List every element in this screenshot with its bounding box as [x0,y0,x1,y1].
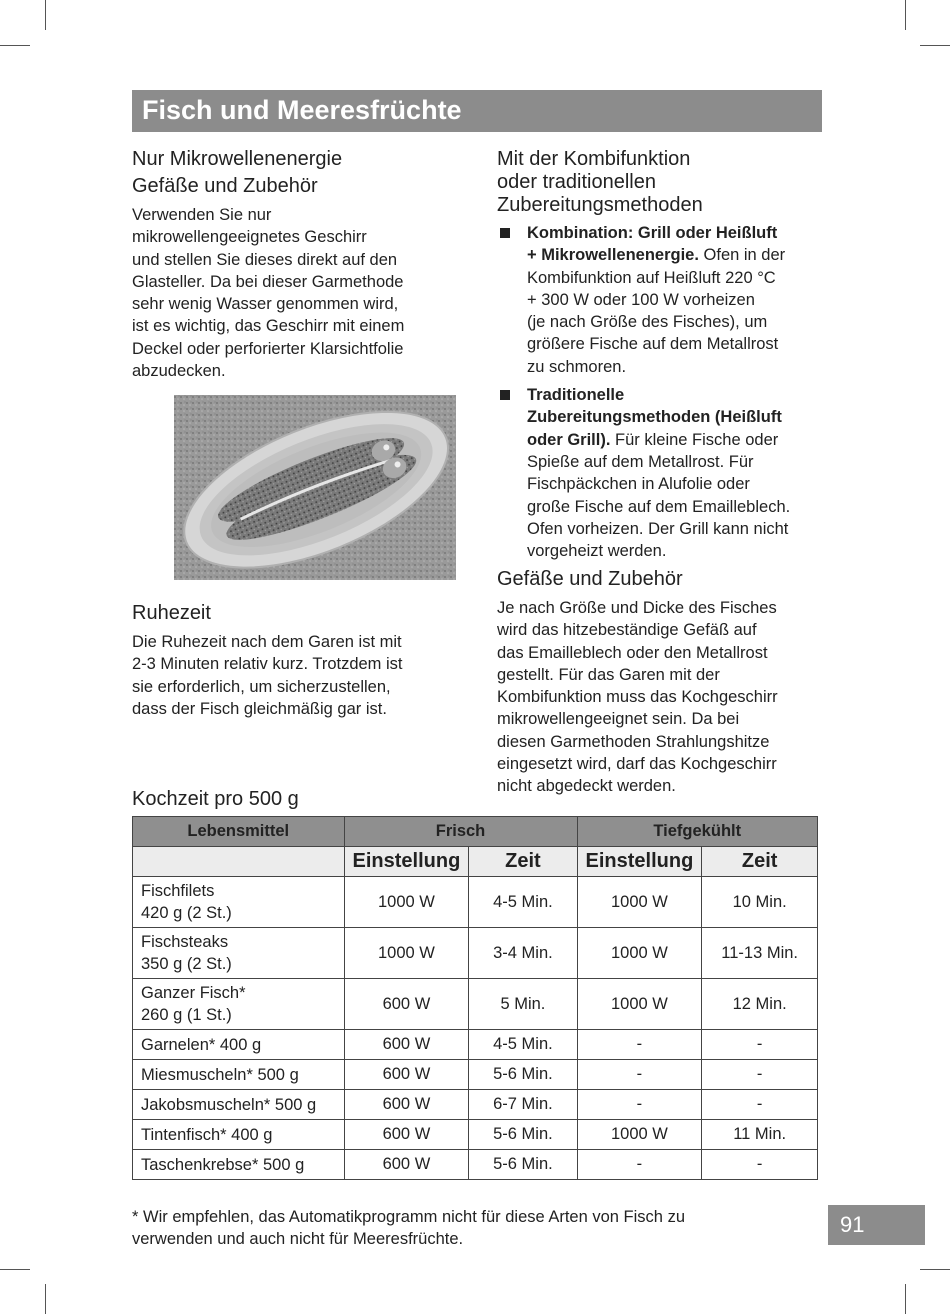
heading-line: Nur Mikrowellenenergie [132,148,343,170]
ruhezeit-text [132,631,462,720]
section-heading-microwave [132,148,462,198]
table-title: Kochzeit pro 500 g [132,788,299,810]
food-cell [133,928,345,979]
cell: 10 Min. [702,877,818,928]
text-line: Fischpäckchen in Alufolie oder [527,475,750,494]
cell: 3-4 Min. [469,928,577,979]
table-row [133,1150,818,1180]
bullet-list [497,222,822,568]
text-line: mikrowellengeeignetes Geschirr [132,228,367,247]
text-line: Kombifunktion auf Heißluft 220 °C [527,268,776,287]
crop-mark [0,45,30,46]
text-line: + 300 W oder 100 W vorheizen [527,290,755,309]
section-heading-vessels: Gefäße und Zubehör [497,568,683,590]
bold-text: Zubereitungsmethoden (Heißluft [527,408,782,427]
crop-mark [45,1284,46,1314]
cell: 5-6 Min. [469,1120,577,1150]
table-row [133,1120,818,1150]
column-header: Zeit [702,847,818,877]
text-line: Die Ruhezeit nach dem Garen ist mit [132,633,402,651]
column-header: Frisch [344,817,577,847]
bold-text: Kombination: Grill oder Heißluft [527,224,778,242]
page-title: Fisch und Meeresfrüchte [132,90,822,132]
footnote-line: * Wir empfehlen, das Automatikprogramm nicht für diese Arten von Fisch zu [132,1208,685,1226]
text-line: zu schmoren. [527,357,627,376]
cell: 1000 W [577,979,702,1030]
bullet-square-icon [500,390,510,400]
bullet-item-traditional [497,384,822,562]
crop-mark [45,0,46,30]
heading-line: Zubereitungsmethoden [497,194,703,216]
table-row [133,1030,818,1060]
cooking-time-table [132,816,818,1180]
bold-text: oder Grill). [527,430,611,449]
column-header: Lebensmittel [133,817,345,847]
cell: 4-5 Min. [469,877,577,928]
column-header: Zeit [469,847,577,877]
crop-mark [920,1269,950,1270]
text-line: vorgeheizt werden. [527,542,667,561]
text-line: und stellen Sie dieses direkt auf den [132,250,398,269]
cell: - [702,1030,818,1060]
table-row [133,979,818,1030]
page-number: 91 [828,1205,925,1245]
food-cell: Miesmuscheln* 500 g [133,1060,345,1090]
food-amount: 420 g (2 St.) [141,904,232,922]
food-name: Ganzer Fisch* [141,984,246,1002]
food-cell: Tintenfisch* 400 g [133,1120,345,1150]
bold-text: Traditionelle [527,386,625,405]
cell: 5-6 Min. [469,1060,577,1090]
cell: - [702,1090,818,1120]
cell: 11-13 Min. [702,928,818,979]
heading-line: Gefäße und Zubehör [132,175,318,197]
cell: 11 Min. [702,1120,818,1150]
footnote [132,1206,822,1251]
table-subheader-row [133,847,818,877]
text-line: nicht abgedeckt werden. [497,777,676,796]
text-line: sie erforderlich, um sicherzustellen, [132,677,391,696]
cell: - [577,1030,702,1060]
crop-mark [905,0,906,30]
text-line: Ofen vorheizen. Der Grill kann nicht [527,519,789,538]
text-line: sehr wenig Wasser genommen wird, [132,295,399,314]
text-line: (je nach Größe des Fisches), um [527,313,768,332]
text-line: Kombifunktion muss das Kochgeschirr [497,688,778,707]
cell: 600 W [344,1060,469,1090]
text-line: Je nach Größe und Dicke des Fisches [497,599,777,617]
text-line: Verwenden Sie nur [132,206,272,224]
cell: 1000 W [344,928,469,979]
text-span: Für kleine Fische oder [610,430,779,449]
text-line: wird das hitzebeständige Gefäß auf [497,621,757,640]
food-cell [133,979,345,1030]
table-row [133,877,818,928]
section-text-microwave [132,204,462,382]
column-header [133,847,345,877]
bullet-square-icon [500,228,510,238]
cell: 5 Min. [469,979,577,1030]
heading-line: oder traditionellen [497,171,656,193]
crop-mark [0,1269,30,1270]
cell: - [702,1060,818,1090]
food-name: Fischsteaks [141,933,229,951]
text-line: eingesetzt wird, darf das Kochgeschirr [497,755,777,774]
footnote-line: verwenden und auch nicht für Meeresfrüchte. [132,1230,464,1249]
section-heading-combi [497,148,822,217]
text-line: mikrowellengeeignet sein. Da bei [497,710,740,729]
text-line: Spieße auf dem Metallrost. Für [527,452,754,471]
ruhezeit-heading: Ruhezeit [132,602,211,624]
cell: 600 W [344,1150,469,1180]
cell: 12 Min. [702,979,818,1030]
table-row [133,1090,818,1120]
text-line: größere Fische auf dem Metallrost [527,335,779,354]
cell: - [577,1060,702,1090]
cell: 600 W [344,1030,469,1060]
table-header-row [133,817,818,847]
text-line: 2-3 Minuten relativ kurz. Trotzdem ist [132,655,403,674]
text-line: dass der Fisch gleichmäßig gar ist. [132,699,387,718]
cell: - [702,1150,818,1180]
cell: 1000 W [577,1120,702,1150]
section-text-vessels [497,597,822,798]
cell: 5-6 Min. [469,1150,577,1180]
cell: 1000 W [344,877,469,928]
table-row [133,1060,818,1090]
column-header: Tiefgekühlt [577,817,817,847]
bold-text: + Mikrowellenenergie. [527,246,699,265]
food-cell: Jakobsmuscheln* 500 g [133,1090,345,1120]
text-line: Glasteller. Da bei dieser Garmethode [132,272,404,291]
cell: - [577,1150,702,1180]
cell: 1000 W [577,877,702,928]
cell: 600 W [344,1090,469,1120]
cell: - [577,1090,702,1120]
text-line: diesen Garmethoden Strahlungshitze [497,732,770,751]
food-cell [133,877,345,928]
table-row [133,928,818,979]
food-amount: 260 g (1 St.) [141,1006,232,1024]
text-span: Ofen in der [698,246,786,265]
column-header: Einstellung [344,847,469,877]
food-cell: Garnelen* 400 g [133,1030,345,1060]
crop-mark [920,45,950,46]
cell: 600 W [344,979,469,1030]
text-line: gestellt. Für das Garen mit der [497,665,720,684]
cell: 600 W [344,1120,469,1150]
bullet-item-combination [497,222,822,378]
crop-mark [905,1284,906,1314]
food-amount: 350 g (2 St.) [141,955,232,973]
text-line: große Fische auf dem Emailleblech. [527,497,791,516]
cell: 4-5 Min. [469,1030,577,1060]
column-header: Einstellung [577,847,702,877]
text-line: das Emailleblech oder den Metallrost [497,643,768,662]
food-cell: Taschenkrebse* 500 g [133,1150,345,1180]
fish-photo [174,395,456,580]
text-line: abzudecken. [132,362,226,381]
text-line: Deckel oder perforierter Klarsichtfolie [132,339,404,358]
food-name: Fischfilets [141,882,215,900]
heading-line: Mit der Kombifunktion [497,148,691,170]
cell: 1000 W [577,928,702,979]
text-line: ist es wichtig, das Geschirr mit einem [132,317,405,336]
cell: 6-7 Min. [469,1090,577,1120]
